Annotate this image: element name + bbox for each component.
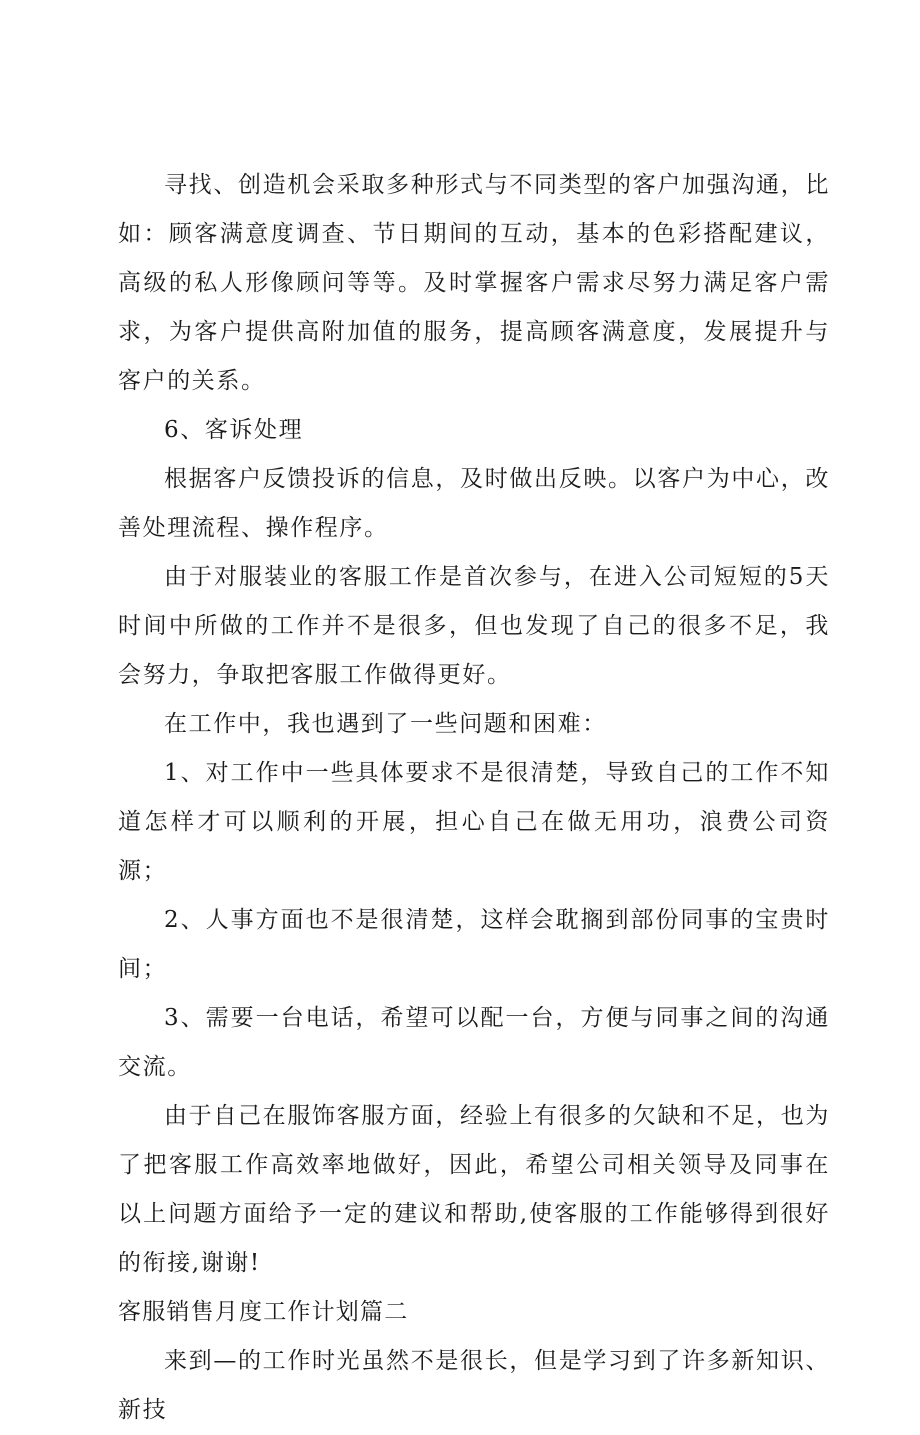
paragraph-plan-two-intro: 来到—的工作时光虽然不是很长，但是学习到了许多新知识、新技 bbox=[118, 1348, 830, 1423]
paragraph-self-assessment: 由于对服装业的客服工作是首次参与，在进入公司短短的5天时间中所做的工作并不是很多，但也发现了自己的很多不足，我会努力，争取把客服工作做得更好。 bbox=[118, 564, 830, 688]
list-item-problem-1: 1、对工作中一些具体要求不是很清楚，导致自己的工作不知道怎样才可以顺利的开展，担心自己在做无用功，浪费公司资源； bbox=[118, 760, 830, 884]
section-heading-complaint-handling: 6、客诉处理 bbox=[164, 417, 304, 443]
paragraph-request-for-help: 由于自己在服饰客服方面，经验上有很多的欠缺和不足，也为了把客服工作高效率地做好，因此，希望公司相关领导及同事在以上问题方面给予一定的建议和帮助,使客服的工作能够得到很好的衔接,谢谢! bbox=[118, 1103, 830, 1276]
paragraph-customer-communication: 寻找、创造机会采取多种形式与不同类型的客户加强沟通，比如：顾客满意度调查、节日期间的互动，基本的色彩搭配建议，高级的私人形像顾问等等。及时掌握客户需求尽努力满足客户需求，为客户提供高附加值的服务，提高顾客满意度，发展提升与客户的关系。 bbox=[118, 172, 830, 394]
paragraph-problems-intro: 在工作中，我也遇到了一些问题和困难： bbox=[164, 711, 607, 737]
list-item-problem-3: 3、需要一台电话，希望可以配一台，方便与同事之间的沟通交流。 bbox=[118, 1005, 830, 1080]
paragraph-complaint-handling: 根据客户反馈投诉的信息，及时做出反映。以客户为中心，改善处理流程、操作程序。 bbox=[118, 466, 830, 541]
list-item-problem-2: 2、人事方面也不是很清楚，这样会耽搁到部份同事的宝贵时间； bbox=[118, 907, 830, 982]
section-title-plan-two: 客服销售月度工作计划篇二 bbox=[118, 1299, 409, 1325]
document-body bbox=[118, 161, 830, 1435]
